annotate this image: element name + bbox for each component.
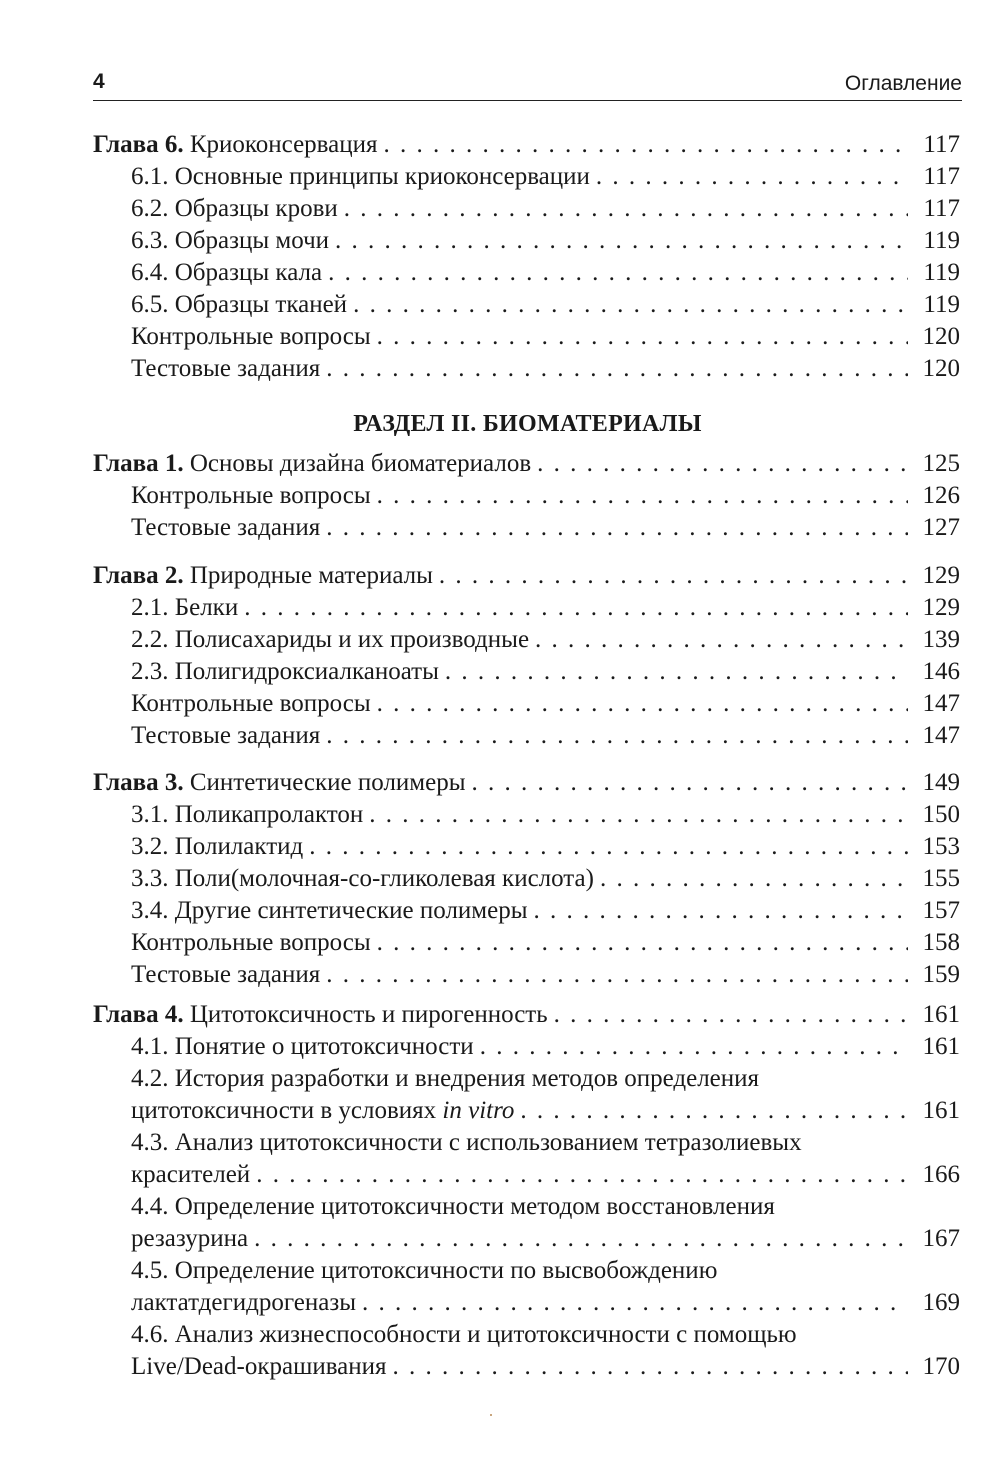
toc-section-4-2[interactable] bbox=[131, 1095, 960, 1127]
toc-review-questions[interactable] bbox=[131, 927, 960, 959]
toc-test-tasks[interactable] bbox=[131, 720, 960, 752]
page-ref: 129 bbox=[922, 594, 960, 621]
toc-section-4-4-line1[interactable]: 4.4. Определение цитотоксичности методом восстановления bbox=[131, 1193, 775, 1220]
page-ref: 155 bbox=[922, 865, 960, 892]
toc-chapter-3[interactable] bbox=[93, 767, 960, 799]
chapter-title: Основы дизайна биоматериалов bbox=[183, 450, 532, 477]
section-title: Тестовые задания bbox=[131, 355, 321, 382]
section-title: 4.1. Понятие о цитотоксичности bbox=[131, 1033, 474, 1060]
page-ref: 119 bbox=[923, 259, 960, 286]
dot-leader bbox=[439, 560, 908, 592]
section-title: 2.1. Белки bbox=[131, 594, 239, 621]
page-ref: 139 bbox=[922, 626, 960, 653]
dot-leader bbox=[377, 688, 908, 720]
section-title: 3.2. Полилактид bbox=[131, 833, 304, 860]
toc-section-3-1[interactable] bbox=[131, 799, 960, 831]
toc-chapter-1[interactable] bbox=[93, 448, 960, 480]
page-ref: 159 bbox=[922, 961, 960, 988]
page-ref: 117 bbox=[923, 195, 960, 222]
dot-leader bbox=[335, 225, 908, 257]
section-title: 6.1. Основные принципы криоконсервации bbox=[131, 163, 590, 190]
dot-leader bbox=[256, 1159, 908, 1191]
page-ref: 125 bbox=[922, 450, 960, 477]
dot-leader bbox=[326, 959, 908, 991]
toc-test-tasks[interactable] bbox=[131, 353, 960, 385]
section-title: 6.4. Образцы кала bbox=[131, 259, 323, 286]
section-title: Live/Dead-окрашивания bbox=[131, 1353, 387, 1380]
page-ref: 117 bbox=[923, 131, 960, 158]
dot-leader bbox=[384, 129, 908, 161]
page-ref: 126 bbox=[922, 482, 960, 509]
dot-leader bbox=[353, 289, 908, 321]
chapter-title: Природные материалы bbox=[183, 562, 433, 589]
section-title: красителей bbox=[131, 1161, 251, 1188]
chapter-title: Цитотоксичность и пирогенность bbox=[183, 1001, 548, 1028]
toc-review-questions[interactable] bbox=[131, 688, 960, 720]
page-ref: 129 bbox=[922, 562, 960, 589]
dot-leader bbox=[326, 720, 908, 752]
dot-leader bbox=[520, 1095, 908, 1127]
dot-leader bbox=[537, 448, 908, 480]
toc-test-tasks[interactable] bbox=[131, 959, 960, 991]
toc-chapter-6[interactable] bbox=[93, 129, 960, 161]
dot-leader bbox=[244, 592, 908, 624]
paper-speck bbox=[490, 1414, 492, 1416]
chapter-label: Глава 6. bbox=[93, 131, 184, 158]
toc-review-questions[interactable] bbox=[131, 321, 960, 353]
section-title: 6.3. Образцы мочи bbox=[131, 227, 330, 254]
chapter-title: Синтетические полимеры bbox=[183, 769, 466, 796]
dot-leader bbox=[445, 656, 908, 688]
section-title: 2.2. Полисахариды и их производные bbox=[131, 626, 530, 653]
toc-section-4-4[interactable] bbox=[131, 1223, 960, 1255]
toc-section-3-2[interactable] bbox=[131, 831, 960, 863]
page-ref: 117 bbox=[923, 163, 960, 190]
section-title: 6.2. Образцы крови bbox=[131, 195, 338, 222]
toc-section-4-5-line1[interactable]: 4.5. Определение цитотоксичности по высвобождению bbox=[131, 1257, 718, 1284]
page-ref: 161 bbox=[922, 1001, 960, 1028]
chapter-label: Глава 4. bbox=[93, 1001, 184, 1028]
dot-leader bbox=[377, 927, 908, 959]
toc-section-2-1[interactable] bbox=[131, 592, 960, 624]
page-ref: 161 bbox=[922, 1097, 960, 1124]
section-title: резазурина bbox=[131, 1225, 249, 1252]
dot-leader bbox=[554, 999, 908, 1031]
italic-term: in vitro bbox=[442, 1097, 515, 1124]
page-ref: 146 bbox=[922, 658, 960, 685]
chapter-label: Глава 1. bbox=[93, 450, 184, 477]
page-ref: 147 bbox=[922, 722, 960, 749]
dot-leader bbox=[309, 831, 908, 863]
toc-section-4-6-line1[interactable]: 4.6. Анализ жизнеспособности и цитотоксичности с помощью bbox=[131, 1321, 797, 1348]
section-title: 3.3. Поли(молочная-со-гликолевая кислота) bbox=[131, 865, 594, 892]
section-title: Тестовые задания bbox=[131, 961, 321, 988]
dot-leader bbox=[254, 1223, 908, 1255]
section-title: Контрольные вопросы bbox=[131, 929, 371, 956]
page-ref: 161 bbox=[922, 1033, 960, 1060]
toc-section-2-2[interactable] bbox=[131, 624, 960, 656]
running-title: Оглавление bbox=[844, 72, 962, 95]
toc-section-4-3[interactable] bbox=[131, 1159, 960, 1191]
toc-review-questions[interactable] bbox=[131, 480, 960, 512]
dot-leader bbox=[326, 353, 908, 385]
dot-leader bbox=[377, 480, 908, 512]
chapter-title: Криоконсервация bbox=[183, 131, 378, 158]
page-ref: 147 bbox=[922, 690, 960, 717]
toc-chapter-2[interactable] bbox=[93, 560, 960, 592]
section-title: Тестовые задания bbox=[131, 722, 321, 749]
page-ref: 150 bbox=[922, 801, 960, 828]
toc-section-6-4[interactable] bbox=[131, 257, 960, 289]
section-title: 6.5. Образцы тканей bbox=[131, 291, 348, 318]
dot-leader bbox=[600, 863, 908, 895]
toc-section-4-6[interactable] bbox=[131, 1351, 960, 1383]
section-title: Контрольные вопросы bbox=[131, 482, 371, 509]
toc-chapter-4[interactable] bbox=[93, 999, 960, 1031]
dot-leader bbox=[472, 767, 908, 799]
dot-leader bbox=[480, 1031, 908, 1063]
section-title: 2.3. Полигидроксиалканоаты bbox=[131, 658, 439, 685]
page-ref: 170 bbox=[922, 1353, 960, 1380]
toc-test-tasks[interactable] bbox=[131, 512, 960, 544]
toc-section-4-1[interactable] bbox=[131, 1031, 960, 1063]
page-number: 4 bbox=[93, 70, 105, 93]
dot-leader bbox=[377, 321, 908, 353]
page-ref: 166 bbox=[922, 1161, 960, 1188]
chapter-label: Глава 3. bbox=[93, 769, 184, 796]
dot-leader bbox=[534, 895, 908, 927]
toc-section-6-1[interactable] bbox=[131, 161, 960, 193]
dot-leader bbox=[328, 257, 908, 289]
page-ref: 120 bbox=[922, 323, 960, 350]
page-ref: 119 bbox=[923, 291, 960, 318]
section-title: Тестовые задания bbox=[131, 514, 321, 541]
page-ref: 149 bbox=[922, 769, 960, 796]
page-ref: 127 bbox=[922, 514, 960, 541]
part-heading: РАЗДЕЛ II. БИОМАТЕРИАЛЫ bbox=[353, 411, 702, 437]
dot-leader bbox=[326, 512, 908, 544]
chapter-label: Глава 2. bbox=[93, 562, 184, 589]
toc-section-2-3[interactable] bbox=[131, 656, 960, 688]
section-title: цитотоксичности в условиях bbox=[131, 1097, 443, 1124]
toc-section-6-5[interactable] bbox=[131, 289, 960, 321]
dot-leader bbox=[535, 624, 908, 656]
section-title: Контрольные вопросы bbox=[131, 323, 371, 350]
dot-leader bbox=[596, 161, 908, 193]
section-title: Контрольные вопросы bbox=[131, 690, 371, 717]
dot-leader bbox=[393, 1351, 908, 1383]
section-title: лактатдегидрогеназы bbox=[131, 1289, 356, 1316]
toc-section-6-3[interactable] bbox=[131, 225, 960, 257]
toc-section-3-3[interactable] bbox=[131, 863, 960, 895]
page-ref: 167 bbox=[922, 1225, 960, 1252]
page-ref: 157 bbox=[922, 897, 960, 924]
toc-section-3-4[interactable] bbox=[131, 895, 960, 927]
page-ref: 158 bbox=[922, 929, 960, 956]
page-ref: 120 bbox=[922, 355, 960, 382]
dot-leader bbox=[344, 193, 908, 225]
dot-leader bbox=[362, 1287, 908, 1319]
page-ref: 119 bbox=[923, 227, 960, 254]
toc-section-4-3-line1[interactable]: 4.3. Анализ цитотоксичности с использованием тетразолиевых bbox=[131, 1129, 802, 1156]
dot-leader bbox=[369, 799, 908, 831]
toc-section-4-2-line1[interactable]: 4.2. История разработки и внедрения методов определения bbox=[131, 1065, 760, 1092]
page-ref: 169 bbox=[922, 1289, 960, 1316]
page-ref: 153 bbox=[922, 833, 960, 860]
section-title: 3.4. Другие синтетические полимеры bbox=[131, 897, 528, 924]
toc-section-4-5[interactable] bbox=[131, 1287, 960, 1319]
toc-section-6-2[interactable] bbox=[131, 193, 960, 225]
section-title: 3.1. Поликапролактон bbox=[131, 801, 364, 828]
